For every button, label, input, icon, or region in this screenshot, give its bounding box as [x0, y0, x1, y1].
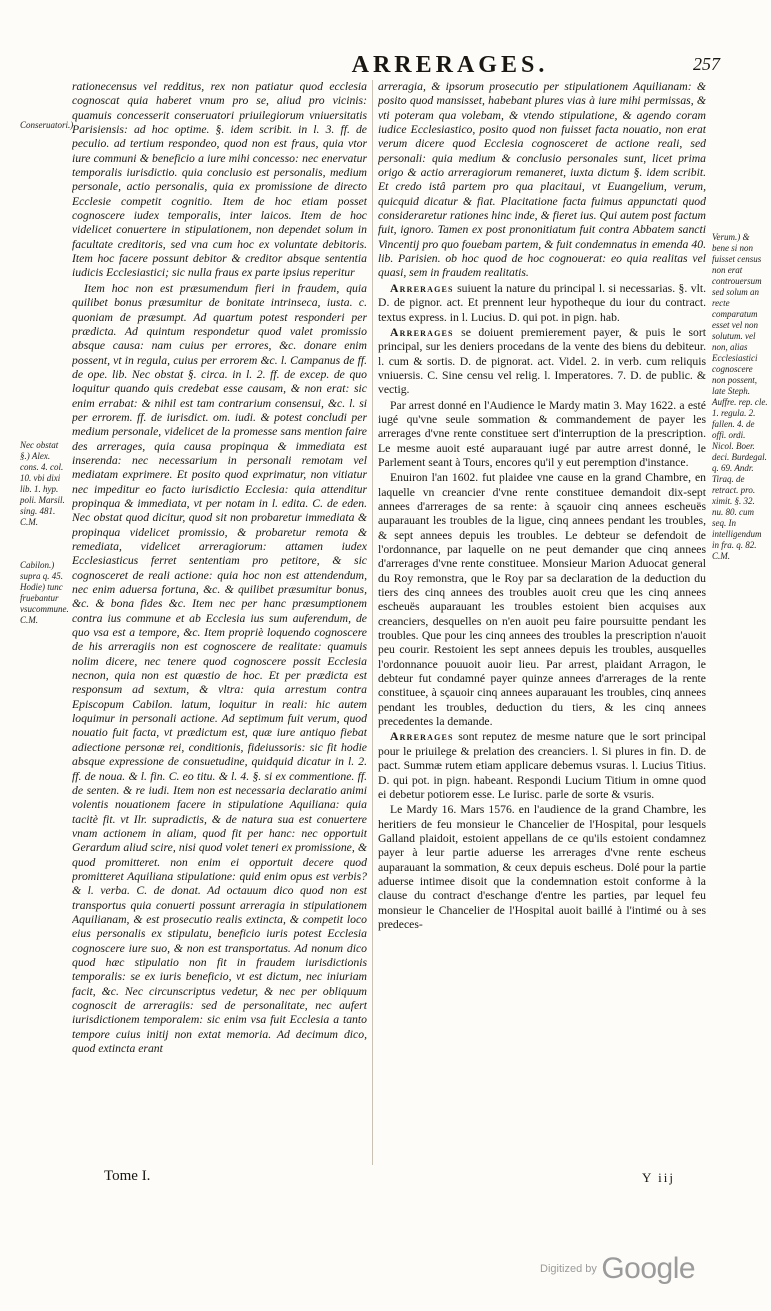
margin-note: Verum.) & bene si non fuisset census non erat controuersum sed solum an recte comparatum esset vel non solutum. vel non, alias Ecclesiastici cognoscere non possent, late Steph. Auffre. rep. cle. 1. regula. 2. fallen. 4. de offi. ordi. Nicol. Boer. deci. Burdegal. q. 69. Andr. Tiraq. de retract. pro. ximit. §. 32. nu. 80. cum seq. In intelligendum in fra. q. 82. C.M. — [712, 232, 768, 561]
entry-lead-word: Arrerages — [390, 730, 454, 744]
latin-paragraph — [378, 80, 706, 281]
left-column — [72, 80, 367, 1170]
column-divider — [372, 80, 373, 1165]
latin-paragraph: rationecensus vel redditus, rex non patiatur quod ecclesia cognoscat quia haberet vnum pro se, aliud pro vicinis: quamuis concesserit conseruatori priuilegiorum vniuersitatis Parisiensis: ad hoc optime. §. idem scribit. in l. 3. ff. de peculio. ad tertium respondeo, quod non est fraus, quia vtor iure communi & beneficio a iure mihi concesso: nec enervatur temporalis iurisdictio. quia conclusio est personalis, medium personale, actio personalis, quia ex promissione de directo Ecclesie competit cognitio. Item de hoc etiam posset cognoscere iudex temporalis, inter laicos. Item de hoc videlicet conuertere in stipulationem, non dependet solum in facultate creditoris, sed vna cum hoc ex voluntate debitoris. Item hoc facere possunt debitor & creditor absque sententia iudicis Ecclesiastici; sic nulla fraus ex parte ipsius reperitur — [72, 80, 367, 280]
paragraph-text: sont reputez de mesme nature que le sort principal pour le priuilege & prelation des creanciers. l. Si plures in fin. D. de pact. Summæ rutem etiam applicare debemus vsuras. l. Lucius Titius. D. qui pot. in pign. habeant. Respondi Lucium Titium in omne quod ei debetur potiorem esse. Le Iurisc. parle de sorte & vsuris. — [378, 730, 706, 801]
paragraph-text: arreragia, & ipsorum prosecutio per stipulationem Aquilianam: & posito quod mansisset, habebant plures vias à iure mihi permissas, & vti poteram qua volebam, & vtendo stipulatione, & agendo coram iudice Ecclesiastico, posito quod non fuisset facta nouatio, non erat verum dicere quod Ecclesia cognosceret de actione reali, sed personali: quia medium & conclusio personales sunt, licet prima origo & actio arreragiorum remaneret, iuxta dictum §. idem scribit. Et credo istâ partem pro qua placitaui, vt Euangelium, verum, quicquid dicatur & fiat. Placitatione facta fuimus appunctati quod consideraretur rationes hinc inde, & fieret ius. Qui autem post factum fuit, ignoro. Tamen ex post prononitiatum fuit contra Abbatem sancti Vincentij pro quo fouebam partem, & fuit condemnatus in emenda 40. lib. Parisien. ob hoc quod de hoc cognouerat: eo quia realitas vel quasi, sem in fraudem realitatis. — [378, 80, 706, 280]
paragraph-text: suiuent la nature du principal l. si necessarias. §. vlt. D. de pignor. act. Et prennent leur hypotheque du iour du contract. textus express. in l. Lucius. D. qui pot. in pign. hab. — [378, 281, 706, 324]
entry-paragraph — [378, 282, 706, 325]
page-header — [260, 52, 720, 78]
entry-paragraph — [378, 326, 706, 398]
entry-lead-word: Arrerages — [390, 325, 454, 339]
running-title: ARRERAGES. — [351, 52, 549, 78]
latin-paragraph: Item hoc non est præsumendum fieri in fraudem, quia quilibet bonus præsumitur de bonitate intrinseca, iusta. c. quoniam de præsumpt. Ad quartum potest responderi per prædicta. Ad quintum respondetur quod valet promissio absque causa: nam cuius per errores, &c. donare enim possent, vt in regula, cuius per errorem &c. l. Campanus de ff. de ope. lib. Nec obstat §. circa. in l. 2. ff. de excep. de quo loquitur quando quis credebat esse causam, & non erat: sic enim errabat: & nihil est tam contrarium consensui, &c. l. si per errorem. ff. de iurisdict. om. iudi. & potest concludi per medium personale, videlicet de la promesse sans mention faire des arrerages, quia causa propinqua & immediata est inserenda: nec necessarium in personali remotam vel mediatam exprimere. Et posito quod exprimatur, non vitiatur nec impeditur eo facto iurisdictio Ecclesia: quia attenditur propinqua & immediata, vt per notam in l. edita. C. de eden. Nec obstat quod dicitur, quod sit non probaretur immediata & propinqua videlicet promissio, & probaretur remota & remediata, videlicet arreragiorum: attamen iudex Ecclesiasticus ferret sententiam pro petitore, & sic cognosceret de reali actione: quia hoc non est attendendum, nec enim aduersa fortuna, &c. & quilibet præsumitur bonus, &c. & bona fides &c. Item nec per hanc præsumptionem contra ius commune et ab Ecclesia ius sum auferendum, de quo vsa est a tempore, &c. Item propriè loquendo cognoscere de his arreragiis non est cognoscere de realitate: quamuis nolim dicere, nec tenere quod cognoscere possit Ecclesia necnon, quia non est quæstio de hoc. Et per prædicta est responsum ad sextum, & vltra: quia arrestum contra Episcopum Cabilon. latum, loquitur in reali: hic autem loquimur in personali actione. Ad septimum fuit verum, quod nouatio fuit facta, vt prædictum est, quæ iure antiquo fiebat adiectione personæ rei, conditionis, fideiussoris: sic fit hodie absque expressione de consuetudine, quidquid dicatur in l. 2. ff. de noua. & l. fin. C. eo titu. & l. 4. §. si ex commentione. ff. de senten. & re iudi. Item non est necessaria declaratio animi volentis nouationem facere in stipulatione Aquiliana: quia tacitè fit. vt Ilr. supradictis, & de natura sua est conuertere vnam actionem in aliam, quod fit per hanc: nec opportuit Gerardum aliud scire, nisi quod volet teneri ex promissione, & quod promitteret. non enim ei opportuit decere quod promitteret Aquiliana stipulatione: quid enim opus est verbis? & l. verba. C. de donat. Ad octauum dico quod non est transportus quia conuerti possunt arreragia in stipulationem Aquilianam, & est prosecutio realis extincta, & competit loco eius personalis ex stipulatu, beneficio iuris potest Ecclesia cognoscere iure suo, & non est transportatus. Ad nonum dico quod hæc stipulatio non fit in fraudem iurisdictionis temporalis: se ex iuris beneficio, vt est dictum, nec iniuriam facit, &c. Nec circunscriptus vedetur, & nec per obliquum cognoscit de arreragiis: sed de personalitate, nec aufert iurisdictionem temporalem: sic enim vsa fuit Ecclesia a tanto tempore cuius initij non extat memoria. Ad decimum dico, quod extincta erant — [72, 281, 367, 1056]
watermark-brand: Google — [601, 1252, 696, 1285]
margin-note: Cabilon.) supra q. 45. Hodie) tunc fruebantur vsucommune. C.M. — [20, 560, 69, 625]
paragraph-text: Par arrest donné en l'Audience le Mardy matin 3. May 1622. a esté iugé qu'vne seule sommation & commandement de payer les arrerages d'vne rente constituee sert d'interruption de la prescription. Le mesme auoit esté auparauant iugé par autre arrest donné, le Parlement seant à Tours, encores qu'il y eut peremption d'instance. — [378, 398, 706, 469]
margin-notes-left — [20, 120, 74, 141]
tome-label: Tome I. — [104, 1168, 151, 1184]
paragraph-text: se doiuent premierement payer, & puis le sort principal, sur les deniers procedans de la vente des biens du debiteur. l. cum & sortis. D. de pignorat. act. Videl. 2. in verb. cum reliquis vniuersis. C. Sine censu vel relig. l. Imperatores. 7. D. de public. & vectig. — [378, 325, 706, 397]
entry-paragraph — [378, 730, 706, 802]
signature-mark: Y iij — [642, 1170, 675, 1185]
digitization-watermark — [540, 1252, 695, 1286]
watermark-prefix: Digitized by — [540, 1263, 597, 1275]
arrest-paragraph — [378, 399, 706, 471]
margin-notes-right — [712, 232, 768, 572]
margin-notes-left-2 — [20, 440, 70, 538]
entry-lead-word: Arrerages — [390, 281, 454, 295]
paragraph-text: Enuiron l'an 1602. fut plaidee vne cause en la grand Chambre, en laquelle vn creancier d'vne rente constituee demandoit dix-sept annees d'arrerages de sa rente: à sçauoir cinq annees escheuës auparauant les troubles de la ligue, cinq annees pendant les troubles, & sept annees depuis les troubles. Le debteur se defendoit de l'ordonnance, par laquelle on ne peut demander que cinq annees d'arrerages d'vne rente constituee. Monsieur Marion Aduocat general du Roy remonstra, que le Roy par sa declaration de la deduction du tiers des cinq annees des troubles auoit creu que les cinq annees escheuës auparauant les troubles estoient bien acquises aux creanciers, desquelles on n'en auoit peu faire poursuitte pendant les troubles. Que pour les cinq annees des troubles la prescription n'auoit peu courir. Restoient les sept annees depuis les troubles, ausquelles l'ordonnance pouuoit auoir lieu. Par arrest, plaidant Arragon, le debteur fut condamné payer quinze annees d'arrerages de la rente constituee, à sçauoir cinq annees auparauant les troubles, cinq annees pendant les troubles, deduction du tiers, & les cinq annees precedentes la demande. — [378, 471, 706, 729]
margin-note: Conseruatori.) — [20, 120, 74, 130]
right-column — [378, 80, 706, 1170]
margin-note: Nec obstat §.) Alex. cons. 4. col. 10. vbi dixi lib. 1. hyp. poli. Marsil. sing. 481. C.M. — [20, 440, 65, 527]
arrest-paragraph — [378, 803, 706, 932]
paragraph-text: Le Mardy 16. Mars 1576. en l'audience de la grand Chambre, les heritiers de feu monsieur le Chancelier de l'Hospital, pour lesquels Galland plaidoit, estoient appellans de ce qu'ils estoient condamnez payer à leur partie aduerse les arrerages d'vne rente escheus auparauant la sommation, & ceux depuis escheus. Dolé pour la partie aduerse intimee disoit que la condemnation estoit conforme à la clause du contract d'eschange d'entre les parties, par lequel feu monsieur le Chancelier de l'Hospital auoit baillé à l'intimé ou à ses predeces- — [378, 803, 706, 931]
page-number: 257 — [693, 54, 720, 74]
margin-notes-left-3 — [20, 560, 70, 636]
arrest-paragraph — [378, 471, 706, 729]
